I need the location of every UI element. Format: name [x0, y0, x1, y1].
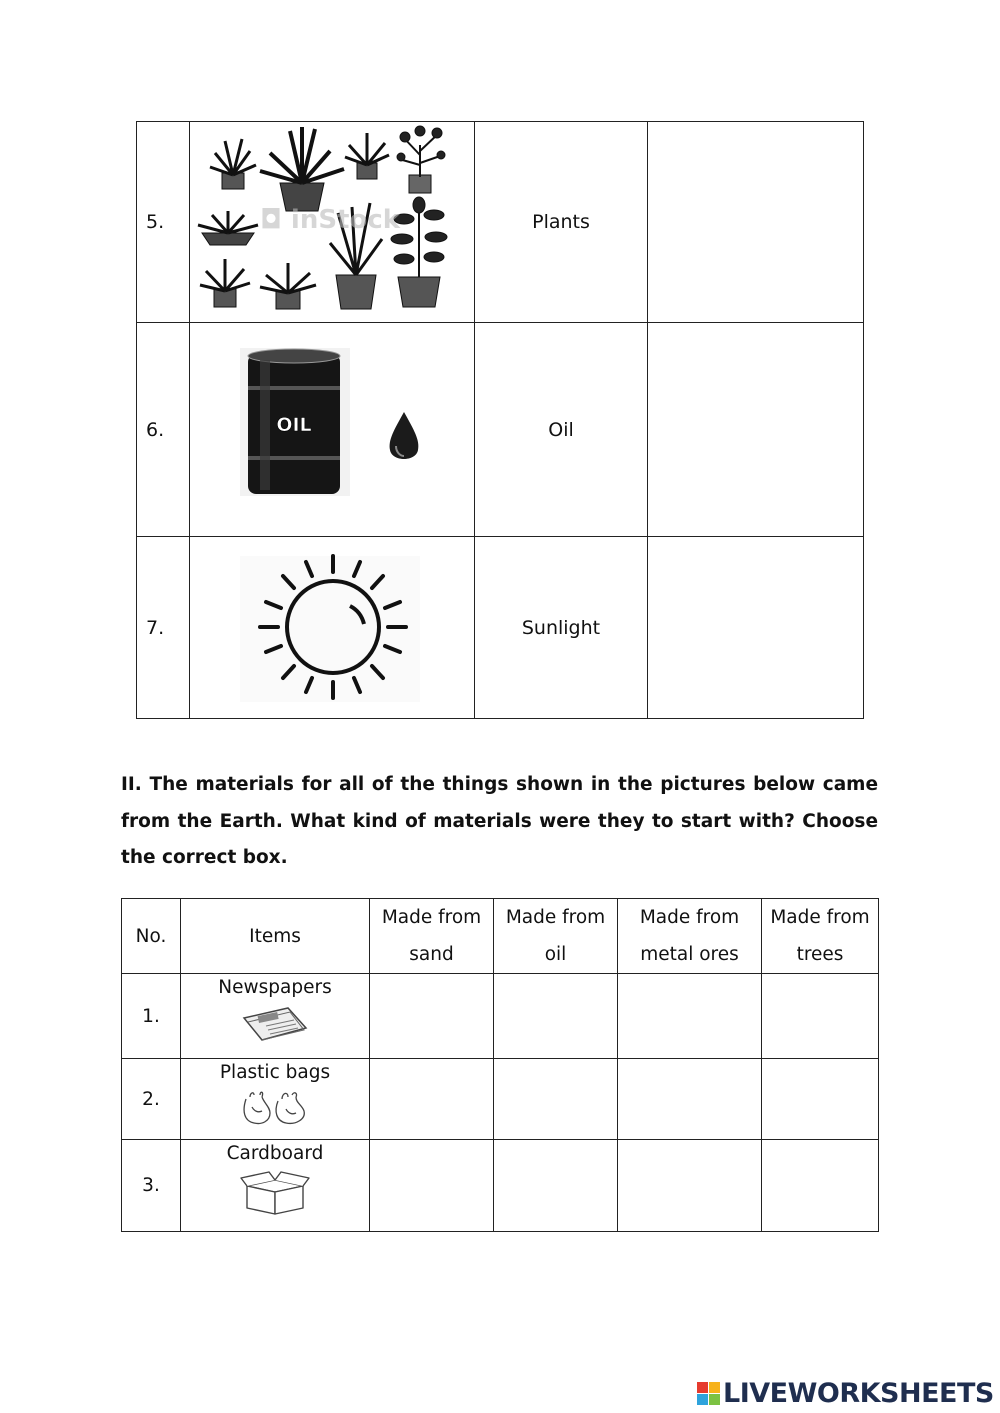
- choice-box-sand[interactable]: [370, 974, 494, 1059]
- answer-cell[interactable]: [648, 122, 864, 323]
- row-number: 2.: [122, 1059, 181, 1140]
- header-metal: Made from metal ores: [618, 899, 762, 974]
- choice-box-metal[interactable]: [618, 1140, 762, 1232]
- picture-cell: [190, 122, 475, 323]
- header-trees: Made from trees: [762, 899, 879, 974]
- choice-box-oil[interactable]: [494, 1059, 618, 1140]
- row-number: 1.: [122, 974, 181, 1059]
- newspaper-icon: [240, 1004, 310, 1044]
- oil-barrel-picture: [190, 324, 473, 536]
- sun-picture: [190, 538, 473, 718]
- plastic-bag-icon: [240, 1089, 310, 1127]
- item-cell: [181, 1059, 370, 1140]
- cardboard-box-icon: [239, 1170, 311, 1216]
- potted-plants-picture: [190, 123, 473, 322]
- logo-square: [697, 1394, 708, 1405]
- question-heading: II. The materials for all of the things shown in the pictures below came from the Earth. What kind of materials were they to start with? Choose the correct box.: [121, 774, 878, 868]
- picture-cell: [190, 323, 475, 537]
- item-cell: [181, 974, 370, 1059]
- item-name: Newspapers: [218, 977, 332, 998]
- liveworksheets-logo[interactable]: [697, 1378, 994, 1409]
- choice-box-metal[interactable]: [618, 974, 762, 1059]
- choice-box-trees[interactable]: [762, 1140, 879, 1232]
- table-row: [137, 537, 864, 719]
- logo-mark-icon: [697, 1382, 720, 1405]
- barrel-label: OIL: [276, 413, 312, 436]
- table-row: [122, 1059, 879, 1140]
- svg-text:◘ inStock: ◘ inStock: [260, 204, 401, 235]
- picture-cell: [190, 537, 475, 719]
- header-items: Items: [181, 899, 370, 974]
- logo-square: [709, 1382, 720, 1393]
- header-no: No.: [122, 899, 181, 974]
- logo-square: [709, 1394, 720, 1405]
- row-number: 3.: [122, 1140, 181, 1232]
- resources-table: [136, 121, 864, 719]
- row-number: 6.: [137, 323, 190, 537]
- choice-box-sand[interactable]: [370, 1059, 494, 1140]
- row-number: 7.: [137, 537, 190, 719]
- table-row: [122, 1140, 879, 1232]
- answer-cell[interactable]: [648, 323, 864, 537]
- item-cell: [181, 1140, 370, 1232]
- resource-label: Sunlight: [475, 537, 648, 719]
- choice-box-metal[interactable]: [618, 1059, 762, 1140]
- choice-box-oil[interactable]: [494, 1140, 618, 1232]
- answer-cell[interactable]: [648, 537, 864, 719]
- resource-label: Oil: [475, 323, 648, 537]
- table-row: [137, 122, 864, 323]
- item-name: Plastic bags: [219, 1062, 331, 1083]
- choice-box-trees[interactable]: [762, 1059, 879, 1140]
- logo-square: [697, 1382, 708, 1393]
- resource-label: Plants: [475, 122, 648, 323]
- header-sand: Made from sand: [370, 899, 494, 974]
- choice-box-sand[interactable]: [370, 1140, 494, 1232]
- table-row: [122, 974, 879, 1059]
- row-number: 5.: [137, 122, 190, 323]
- choice-box-oil[interactable]: [494, 974, 618, 1059]
- logo-text: LIVEWORKSHEETS: [723, 1378, 994, 1409]
- choice-box-trees[interactable]: [762, 974, 879, 1059]
- table-row: [137, 323, 864, 537]
- item-name: Cardboard: [226, 1143, 324, 1164]
- header-row: [122, 899, 879, 974]
- materials-table: [121, 898, 879, 1232]
- header-oil: Made from oil: [494, 899, 618, 974]
